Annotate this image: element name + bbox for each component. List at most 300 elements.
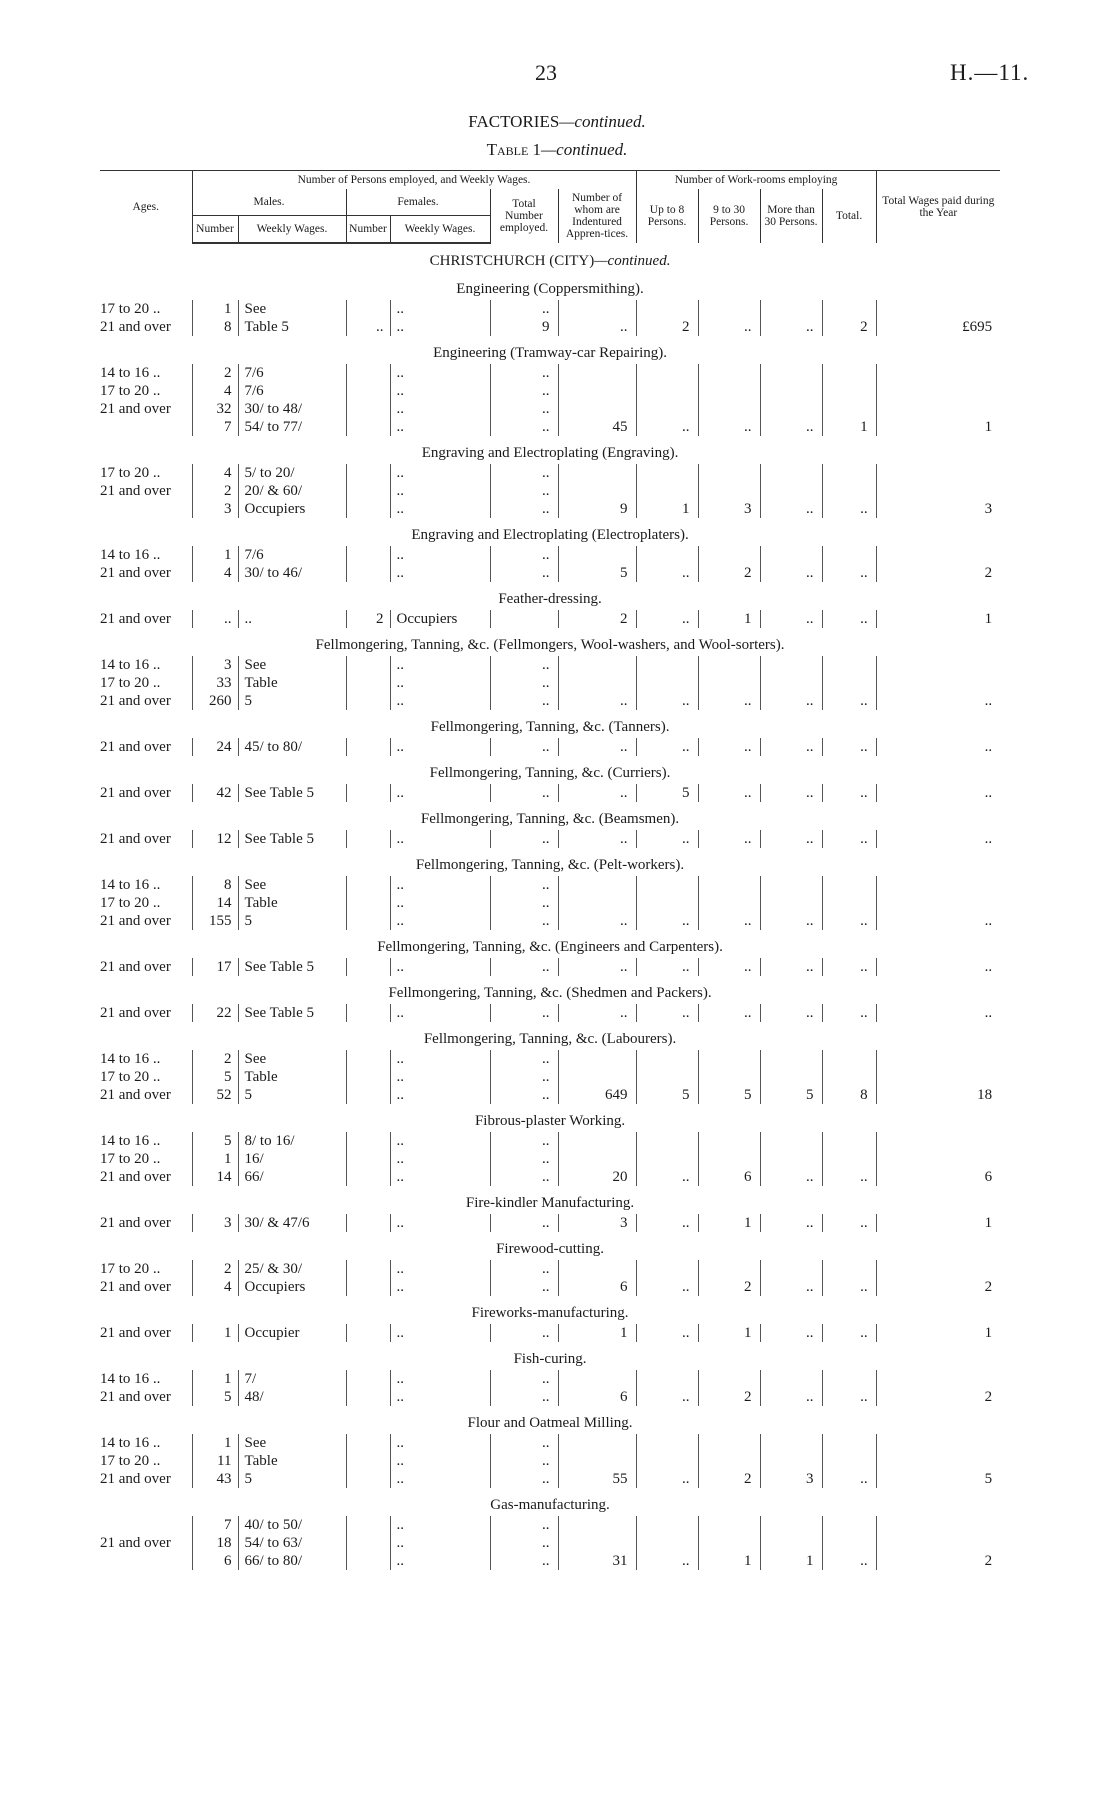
cell-apprentices: 3 <box>558 1214 636 1232</box>
cell-females-number <box>346 382 390 400</box>
section-heading-row <box>100 1342 1000 1370</box>
section-heading-row <box>100 848 1000 876</box>
cell-males-number: 155 <box>192 912 238 930</box>
cell-total <box>822 1150 876 1168</box>
cell-total-employed: .. <box>490 1470 558 1488</box>
cell-up-to-8: .. <box>636 958 698 976</box>
cell-up-to-8: 1 <box>636 500 698 518</box>
cell-9-to-30 <box>698 382 760 400</box>
cell-more-than-30 <box>760 482 822 500</box>
cell-males-wages: Occupiers <box>238 500 346 518</box>
city-name: CHRISTCHURCH (CITY) <box>429 253 595 269</box>
cell-females-number <box>346 1260 390 1278</box>
section-heading-row <box>100 518 1000 546</box>
table-row <box>100 674 1000 692</box>
cell-wages-paid: 1 <box>876 1324 1000 1342</box>
header-females-number: Number <box>346 215 390 243</box>
cell-males-wages: 54/ to 63/ <box>238 1534 346 1552</box>
cell-more-than-30 <box>760 1370 822 1388</box>
cell-total-employed: .. <box>490 482 558 500</box>
cell-age: 17 to 20 .. <box>100 675 161 691</box>
cell-9-to-30: 1 <box>698 610 760 628</box>
cell-apprentices: 9 <box>558 500 636 518</box>
cell-up-to-8 <box>636 1150 698 1168</box>
cell-age: 17 to 20 .. <box>100 1069 161 1085</box>
cell-females-wages: .. <box>390 1452 490 1470</box>
cell-males-number: 12 <box>192 830 238 848</box>
cell-apprentices <box>558 1050 636 1068</box>
cell-more-than-30: .. <box>760 318 822 336</box>
cell-females-wages: .. <box>390 364 490 382</box>
cell-males-wages: See Table 5 <box>238 1004 346 1022</box>
table-row <box>100 1470 1000 1488</box>
cell-up-to-8: .. <box>636 830 698 848</box>
cell-males-number: 17 <box>192 958 238 976</box>
cell-apprentices <box>558 400 636 418</box>
cell-wages-paid <box>876 300 1000 318</box>
cell-males-number: 1 <box>192 1370 238 1388</box>
table-row <box>100 738 1000 756</box>
cell-males-number: 7 <box>192 1516 238 1534</box>
cell-age: 21 and over <box>100 319 171 335</box>
cell-more-than-30: .. <box>760 1168 822 1186</box>
cell-wages-paid: 2 <box>876 564 1000 582</box>
cell-females-number <box>346 1168 390 1186</box>
cell-wages-paid <box>876 1516 1000 1534</box>
cell-females-number <box>346 546 390 564</box>
cell-females-wages: .. <box>390 1370 490 1388</box>
cell-males-wages: 5/ to 20/ <box>238 464 346 482</box>
section-title: Fibrous-plaster Working. <box>474 1113 626 1129</box>
section-title: Fellmongering, Tanning, &c. (Labourers). <box>423 1031 677 1047</box>
table-row <box>100 912 1000 930</box>
section-title: Fellmongering, Tanning, &c. (Curriers). <box>429 765 671 781</box>
header-total: Total. <box>822 189 876 243</box>
cell-females-wages: .. <box>390 1516 490 1534</box>
cell-females-number <box>346 482 390 500</box>
cell-total <box>822 1534 876 1552</box>
cell-age: 21 and over <box>100 739 171 755</box>
cell-total <box>822 1068 876 1086</box>
table-row <box>100 784 1000 802</box>
section-title: Engineering (Coppersmithing). <box>456 281 644 297</box>
table-row <box>100 656 1000 674</box>
cell-up-to-8: .. <box>636 692 698 710</box>
cell-wages-paid: 18 <box>876 1086 1000 1104</box>
cell-wages-paid: 1 <box>876 1214 1000 1232</box>
section-heading-row <box>100 930 1000 958</box>
section-heading-row <box>100 1296 1000 1324</box>
cell-males-wages: 66/ <box>238 1168 346 1186</box>
table-row <box>100 1260 1000 1278</box>
table-row <box>100 500 1000 518</box>
cell-females-number <box>346 958 390 976</box>
cell-more-than-30 <box>760 1050 822 1068</box>
cell-males-wages: 7/6 <box>238 546 346 564</box>
cell-total-employed: .. <box>490 958 558 976</box>
cell-males-wages: 48/ <box>238 1388 346 1406</box>
cell-up-to-8 <box>636 464 698 482</box>
cell-total <box>822 400 876 418</box>
cell-apprentices: 55 <box>558 1470 636 1488</box>
cell-total-employed: .. <box>490 656 558 674</box>
cell-apprentices <box>558 300 636 318</box>
section-heading-row <box>100 802 1000 830</box>
cell-males-wages: 16/ <box>238 1150 346 1168</box>
cell-9-to-30 <box>698 1068 760 1086</box>
cell-males-number: 24 <box>192 738 238 756</box>
table-row <box>100 546 1000 564</box>
cell-males-number: 3 <box>192 1214 238 1232</box>
cell-apprentices: .. <box>558 830 636 848</box>
cell-9-to-30 <box>698 894 760 912</box>
cell-9-to-30 <box>698 1516 760 1534</box>
cell-total: .. <box>822 1278 876 1296</box>
cell-age: 17 to 20 .. <box>100 301 161 317</box>
cell-9-to-30: .. <box>698 738 760 756</box>
cell-up-to-8: .. <box>636 1388 698 1406</box>
cell-total-employed: .. <box>490 1370 558 1388</box>
cell-9-to-30 <box>698 400 760 418</box>
cell-apprentices: .. <box>558 784 636 802</box>
cell-total: 8 <box>822 1086 876 1104</box>
cell-total: 2 <box>822 318 876 336</box>
cell-females-number <box>346 1278 390 1296</box>
cell-males-wages: See <box>238 300 346 318</box>
table-row <box>100 876 1000 894</box>
cell-age: 21 and over <box>100 785 171 801</box>
table-row <box>100 418 1000 436</box>
cell-apprentices <box>558 1068 636 1086</box>
section-title: Firewood-cutting. <box>496 1241 604 1257</box>
cell-9-to-30: 2 <box>698 1278 760 1296</box>
cell-males-wages: Table <box>238 674 346 692</box>
table-row <box>100 1370 1000 1388</box>
cell-up-to-8: .. <box>636 1470 698 1488</box>
cell-up-to-8 <box>636 1452 698 1470</box>
cell-wages-paid <box>876 1434 1000 1452</box>
cell-apprentices: 1 <box>558 1324 636 1342</box>
cell-9-to-30 <box>698 1434 760 1452</box>
cell-more-than-30 <box>760 1516 822 1534</box>
table-row <box>100 1552 1000 1570</box>
cell-males-wages: 25/ & 30/ <box>238 1260 346 1278</box>
table-row <box>100 610 1000 628</box>
cell-total: .. <box>822 912 876 930</box>
cell-total: .. <box>822 1214 876 1232</box>
cell-males-wages: 45/ to 80/ <box>238 738 346 756</box>
cell-males-number: 1 <box>192 546 238 564</box>
cell-wages-paid: 2 <box>876 1278 1000 1296</box>
cell-9-to-30 <box>698 364 760 382</box>
cell-females-number <box>346 364 390 382</box>
cell-males-wages: 7/6 <box>238 382 346 400</box>
cell-up-to-8: .. <box>636 1004 698 1022</box>
cell-apprentices: .. <box>558 958 636 976</box>
cell-females-number <box>346 656 390 674</box>
cell-total-employed: .. <box>490 692 558 710</box>
cell-apprentices <box>558 482 636 500</box>
cell-age: 14 to 16 .. <box>100 877 161 893</box>
cell-up-to-8: 5 <box>636 784 698 802</box>
cell-9-to-30 <box>698 1050 760 1068</box>
cell-males-number: 22 <box>192 1004 238 1022</box>
table-row <box>100 692 1000 710</box>
cell-apprentices: 6 <box>558 1388 636 1406</box>
subtitle-label: Table <box>486 140 529 159</box>
cell-total-employed: .. <box>490 1068 558 1086</box>
cell-up-to-8: .. <box>636 564 698 582</box>
cell-females-number <box>346 1516 390 1534</box>
table-row <box>100 1388 1000 1406</box>
cell-wages-paid <box>876 482 1000 500</box>
cell-females-number <box>346 912 390 930</box>
section-title: Flour and Oatmeal Milling. <box>467 1415 633 1431</box>
cell-more-than-30: .. <box>760 1324 822 1342</box>
cell-9-to-30: 6 <box>698 1168 760 1186</box>
section-title: Fellmongering, Tanning, &c. (Fellmongers, Wool-washers, and Wool-sorters). <box>315 637 785 653</box>
cell-up-to-8: .. <box>636 912 698 930</box>
cell-females-number <box>346 1470 390 1488</box>
cell-males-number: 14 <box>192 1168 238 1186</box>
cell-more-than-30: 5 <box>760 1086 822 1104</box>
cell-more-than-30: .. <box>760 738 822 756</box>
cell-more-than-30 <box>760 400 822 418</box>
section-heading-row <box>100 336 1000 364</box>
cell-females-number <box>346 464 390 482</box>
section-title: Feather-dressing. <box>498 591 602 607</box>
cell-wages-paid <box>876 894 1000 912</box>
cell-total: .. <box>822 1168 876 1186</box>
cell-females-wages: .. <box>390 958 490 976</box>
section-title: Fellmongering, Tanning, &c. (Pelt-workers). <box>415 857 685 873</box>
cell-males-number: 2 <box>192 364 238 382</box>
cell-age: 17 to 20 .. <box>100 465 161 481</box>
cell-age: 21 and over <box>100 959 171 975</box>
cell-9-to-30: .. <box>698 784 760 802</box>
city-heading <box>100 243 1000 272</box>
cell-age: 21 and over <box>100 693 171 709</box>
cell-females-number <box>346 1434 390 1452</box>
cell-males-wages: Occupiers <box>238 1278 346 1296</box>
table-row <box>100 1004 1000 1022</box>
cell-up-to-8 <box>636 1260 698 1278</box>
cell-females-number <box>346 1452 390 1470</box>
cell-up-to-8 <box>636 1068 698 1086</box>
cell-wages-paid: £695 <box>876 318 1000 336</box>
cell-up-to-8 <box>636 894 698 912</box>
cell-9-to-30: 3 <box>698 500 760 518</box>
cell-total-employed: .. <box>490 1434 558 1452</box>
cell-males-number: 3 <box>192 500 238 518</box>
cell-9-to-30: 1 <box>698 1552 760 1570</box>
section-title: Fire-kindler Manufacturing. <box>465 1195 635 1211</box>
cell-total: .. <box>822 1324 876 1342</box>
cell-females-number <box>346 418 390 436</box>
cell-males-wages: 8/ to 16/ <box>238 1132 346 1150</box>
section-heading-row <box>100 1104 1000 1132</box>
cell-up-to-8 <box>636 876 698 894</box>
cell-wages-paid <box>876 1534 1000 1552</box>
cell-total: .. <box>822 1470 876 1488</box>
cell-females-wages: .. <box>390 1004 490 1022</box>
cell-total-employed: .. <box>490 1388 558 1406</box>
header-females-wages: Weekly Wages. <box>390 215 490 243</box>
cell-females-number <box>346 1132 390 1150</box>
cell-females-wages: .. <box>390 1324 490 1342</box>
cell-apprentices <box>558 1150 636 1168</box>
cell-females-wages: .. <box>390 1086 490 1104</box>
cell-females-number <box>346 830 390 848</box>
cell-males-wages: 20/ & 60/ <box>238 482 346 500</box>
cell-wages-paid <box>876 1150 1000 1168</box>
cell-females-wages: .. <box>390 1470 490 1488</box>
cell-males-number: 8 <box>192 318 238 336</box>
cell-more-than-30 <box>760 382 822 400</box>
cell-females-wages: .. <box>390 784 490 802</box>
cell-total <box>822 674 876 692</box>
cell-age: 14 to 16 .. <box>100 547 161 563</box>
cell-females-wages: .. <box>390 1260 490 1278</box>
cell-up-to-8: .. <box>636 1214 698 1232</box>
cell-total-employed: .. <box>490 1516 558 1534</box>
cell-females-wages: .. <box>390 318 490 336</box>
cell-wages-paid <box>876 464 1000 482</box>
table-row <box>100 1534 1000 1552</box>
subtitle-num: 1 <box>528 140 542 159</box>
cell-females-wages: .. <box>390 418 490 436</box>
header-9-to-30: 9 to 30 Persons. <box>698 189 760 243</box>
cell-more-than-30 <box>760 1260 822 1278</box>
cell-apprentices <box>558 674 636 692</box>
cell-total <box>822 876 876 894</box>
cell-more-than-30: .. <box>760 564 822 582</box>
cell-apprentices: .. <box>558 738 636 756</box>
cell-wages-paid <box>876 1132 1000 1150</box>
cell-9-to-30: .. <box>698 912 760 930</box>
cell-up-to-8 <box>636 300 698 318</box>
cell-total <box>822 1452 876 1470</box>
cell-apprentices <box>558 364 636 382</box>
cell-males-number: 260 <box>192 692 238 710</box>
cell-up-to-8: .. <box>636 1168 698 1186</box>
cell-9-to-30: .. <box>698 958 760 976</box>
cell-males-number: 11 <box>192 1452 238 1470</box>
cell-up-to-8 <box>636 1050 698 1068</box>
cell-apprentices: .. <box>558 1004 636 1022</box>
cell-more-than-30 <box>760 1150 822 1168</box>
cell-9-to-30: 2 <box>698 1470 760 1488</box>
cell-more-than-30 <box>760 300 822 318</box>
cell-more-than-30: .. <box>760 1004 822 1022</box>
table-row <box>100 300 1000 318</box>
cell-total-employed: .. <box>490 564 558 582</box>
cell-total-employed: .. <box>490 830 558 848</box>
cell-up-to-8 <box>636 400 698 418</box>
cell-males-wages: Table <box>238 1452 346 1470</box>
cell-females-wages: .. <box>390 400 490 418</box>
cell-9-to-30 <box>698 1132 760 1150</box>
cell-males-wages: See Table 5 <box>238 958 346 976</box>
cell-age: 21 and over <box>100 1471 171 1487</box>
table-row <box>100 830 1000 848</box>
cell-9-to-30 <box>698 1150 760 1168</box>
cell-apprentices: 6 <box>558 1278 636 1296</box>
page-number: 23 <box>535 60 557 85</box>
cell-females-wages: .. <box>390 1214 490 1232</box>
cell-females-number <box>346 1068 390 1086</box>
cell-females-wages: .. <box>390 1068 490 1086</box>
table-row <box>100 564 1000 582</box>
cell-total-employed: .. <box>490 300 558 318</box>
cell-more-than-30: .. <box>760 912 822 930</box>
cell-age: 14 to 16 .. <box>100 1435 161 1451</box>
cell-apprentices: 2 <box>558 610 636 628</box>
cell-wages-paid <box>876 876 1000 894</box>
cell-age: 21 and over <box>100 831 171 847</box>
table-row <box>100 1168 1000 1186</box>
cell-apprentices <box>558 1370 636 1388</box>
table-row <box>100 958 1000 976</box>
cell-total: .. <box>822 738 876 756</box>
cell-females-number <box>346 1388 390 1406</box>
header-wages-paid: Total Wages paid during the Year <box>876 171 1000 244</box>
cell-9-to-30: 2 <box>698 564 760 582</box>
section-heading-row <box>100 628 1000 656</box>
cell-total <box>822 894 876 912</box>
cell-9-to-30: .. <box>698 418 760 436</box>
cell-apprentices <box>558 1132 636 1150</box>
cell-wages-paid <box>876 1260 1000 1278</box>
cell-9-to-30 <box>698 674 760 692</box>
cell-up-to-8 <box>636 546 698 564</box>
cell-apprentices <box>558 1434 636 1452</box>
cell-males-wages: Table <box>238 1068 346 1086</box>
cell-total-employed: .. <box>490 364 558 382</box>
cell-total <box>822 464 876 482</box>
cell-males-number: 3 <box>192 656 238 674</box>
cell-more-than-30: .. <box>760 1278 822 1296</box>
cell-wages-paid: .. <box>876 738 1000 756</box>
cell-total-employed: .. <box>490 1050 558 1068</box>
cell-females-number <box>346 1004 390 1022</box>
cell-males-wages: See <box>238 656 346 674</box>
table-row <box>100 364 1000 382</box>
cell-age: 17 to 20 .. <box>100 1261 161 1277</box>
cell-apprentices <box>558 1452 636 1470</box>
cell-females-wages: .. <box>390 1168 490 1186</box>
header-males: Males. <box>192 189 346 215</box>
cell-9-to-30: 5 <box>698 1086 760 1104</box>
table-row <box>100 1086 1000 1104</box>
cell-9-to-30 <box>698 546 760 564</box>
cell-apprentices <box>558 1516 636 1534</box>
cell-age: 21 and over <box>100 401 171 417</box>
cell-up-to-8: .. <box>636 1324 698 1342</box>
cell-males-wages: 7/ <box>238 1370 346 1388</box>
cell-males-number: 6 <box>192 1552 238 1570</box>
cell-total <box>822 656 876 674</box>
cell-total-employed: .. <box>490 464 558 482</box>
cell-age: 14 to 16 .. <box>100 1371 161 1387</box>
cell-9-to-30 <box>698 1260 760 1278</box>
cell-females-wages: .. <box>390 564 490 582</box>
cell-males-number: 52 <box>192 1086 238 1104</box>
cell-apprentices: .. <box>558 692 636 710</box>
cell-up-to-8 <box>636 1434 698 1452</box>
cell-males-number: 5 <box>192 1388 238 1406</box>
section-heading-row <box>100 1186 1000 1214</box>
